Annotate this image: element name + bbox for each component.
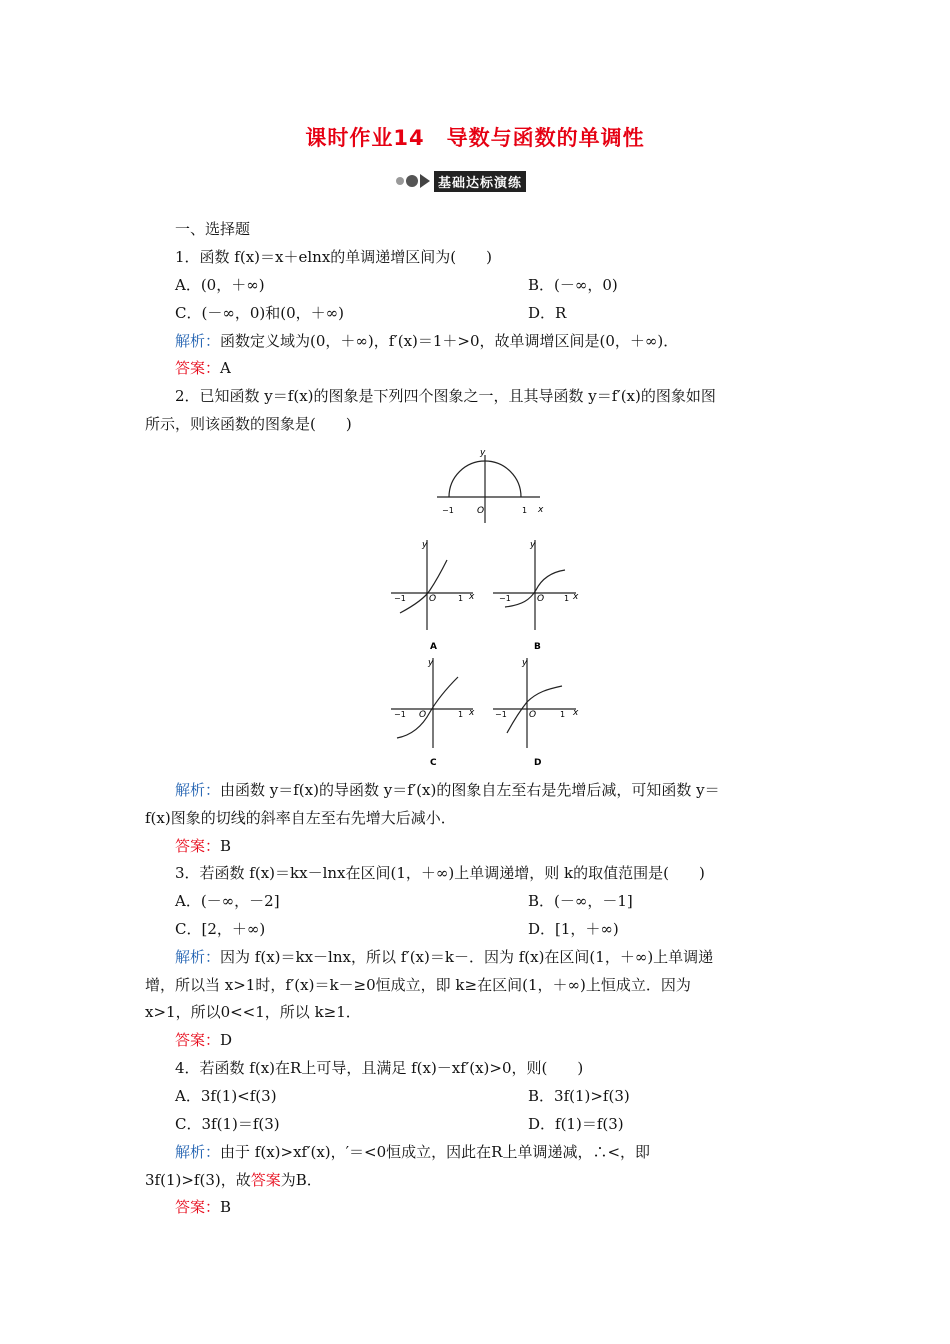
q1-answer	[145, 358, 837, 378]
graph-label-a: A	[430, 642, 437, 652]
q3-option-c: C．[2，＋∞)	[175, 920, 266, 938]
tick-label: 1	[522, 506, 528, 515]
q2-solution-line1	[145, 780, 837, 800]
answer-word: 答案	[250, 1171, 281, 1189]
q4-option-a: A．3f(1)<f(3)	[175, 1087, 277, 1105]
q3-option-a: A．(－∞，－2]	[175, 892, 280, 910]
axis-label-x: x	[573, 592, 579, 602]
arrow-icon	[420, 174, 430, 188]
answer-label: 答案：	[175, 359, 221, 377]
solution-label: 解析：	[175, 332, 221, 350]
section-banner	[396, 170, 556, 194]
q1-stem: 1．函数 f(x)＝x＋elnx的单调递增区间为( )	[175, 248, 492, 266]
tick-label: 1	[458, 594, 464, 603]
origin-label: O	[477, 506, 485, 516]
solution-text: 因为 f(x)＝kx－lnx，所以 f′(x)＝k－．因为 f(x)在区间(1，＋∞)上单调递	[220, 948, 714, 966]
q3-option-d: D．[1，＋∞)	[528, 920, 619, 938]
axis-label-x: x	[469, 708, 475, 718]
axis-label-x: x	[469, 592, 475, 602]
q2-stem-line1: 2．已知函数 y＝f(x)的图象是下列四个图象之一，且其导函数 y＝f′(x)的图象如图	[175, 387, 716, 405]
graph-d	[493, 658, 576, 748]
origin-label: O	[537, 594, 545, 604]
answer-value: B	[220, 837, 232, 855]
origin-label: O	[529, 710, 537, 720]
origin-label: O	[429, 594, 437, 604]
dot-icon	[396, 177, 404, 185]
q3-option-b: B．(－∞，－1]	[528, 892, 633, 910]
axis-label-x: x	[538, 505, 544, 515]
q4-stem: 4．若函数 f(x)在R上可导，且满足 f(x)－xf′(x)>0，则( )	[175, 1059, 584, 1077]
solution-label: 解析：	[175, 1143, 221, 1161]
solution-label: 解析：	[175, 781, 221, 799]
q3-answer	[145, 1030, 837, 1050]
tick-label: −1	[499, 594, 511, 603]
q4-option-c: C．3f(1)＝f(3)	[175, 1115, 280, 1133]
graph-label-c: C	[430, 758, 437, 768]
q1-option-b: B．(－∞，0)	[528, 276, 618, 294]
solution-label: 解析：	[175, 948, 221, 966]
answer-label: 答案：	[175, 1031, 221, 1049]
axis-label-y: y	[422, 540, 428, 550]
q1-option-a: A．(0，＋∞)	[175, 276, 265, 294]
q2-answer	[145, 836, 837, 856]
solution-text: 为B．	[280, 1171, 322, 1189]
graph-c	[391, 658, 473, 748]
axis-label-y: y	[522, 658, 528, 668]
axis-label-x: x	[573, 708, 579, 718]
q4-solution-line2	[145, 1170, 807, 1190]
q3-solution-line2: 增，所以当 x>1时，f′(x)＝k－≥0恒成立，即 k≥在区间(1，＋∞)上恒成立．因为	[145, 976, 691, 994]
page-title: 课时作业14 导数与函数的单调性	[305, 126, 645, 150]
q4-answer	[145, 1197, 837, 1217]
tick-label: 1	[560, 710, 566, 719]
axis-label-y: y	[530, 540, 536, 550]
graph-label-b: B	[534, 642, 541, 652]
q1-solution	[145, 331, 837, 351]
q2-figure	[380, 438, 590, 773]
answer-value: B	[220, 1198, 232, 1216]
q2-solution-line2: f(x)图象的切线的斜率自左至右先增大后减小．	[145, 809, 456, 827]
solution-text: 3f(1)>f(3)，故	[145, 1171, 251, 1189]
tick-label: 1	[564, 594, 570, 603]
q4-solution-line1	[145, 1142, 837, 1162]
axis-label-y: y	[480, 448, 486, 458]
section-heading: 一、选择题	[175, 220, 251, 238]
curve-a	[400, 560, 447, 613]
solution-text: 函数定义域为(0，＋∞)，f′(x)＝1＋>0，故单调增区间是(0，＋∞)．	[220, 332, 679, 350]
tick-label: 1	[458, 710, 464, 719]
graph-b	[493, 540, 576, 630]
q4-option-d: D．f(1)＝f(3)	[528, 1115, 624, 1133]
graph-a	[391, 540, 473, 630]
q3-solution-line1	[145, 947, 837, 967]
axis-label-y: y	[428, 658, 434, 668]
banner-label: 基础达标演练	[434, 171, 526, 192]
q4-option-b: B．3f(1)>f(3)	[528, 1087, 630, 1105]
answer-value: D	[220, 1031, 233, 1049]
answer-value: A	[220, 359, 231, 377]
q2-stem-line2: 所示，则该函数的图象是( )	[145, 415, 352, 433]
solution-text: 由函数 y＝f(x)的导函数 y＝f′(x)的图象自左至右是先增后减，可知函数 y＝	[220, 781, 720, 799]
answer-label: 答案：	[175, 837, 221, 855]
curve-c	[397, 677, 458, 738]
answer-label: 答案：	[175, 1198, 221, 1216]
tick-label: −1	[394, 594, 406, 603]
solution-text: 由于 f(x)>xf′(x)，′＝<0恒成立，因此在R上单调递减，∴<，即	[220, 1143, 651, 1161]
graph-label-d: D	[534, 758, 542, 768]
q1-option-c: C．(－∞，0)和(0，＋∞)	[175, 304, 344, 322]
q3-stem: 3．若函数 f(x)＝kx－lnx在区间(1，＋∞)上单调递增，则 k的取值范围是( )	[175, 864, 705, 882]
origin-label: O	[419, 710, 427, 720]
tick-label: −1	[442, 506, 454, 515]
dot-icon	[406, 175, 418, 187]
q1-option-d: D．R	[528, 304, 567, 322]
tick-label: −1	[495, 710, 507, 719]
q3-solution-line3: x>1，所以0<<1，所以 k≥1．	[145, 1003, 361, 1021]
tick-label: −1	[394, 710, 406, 719]
